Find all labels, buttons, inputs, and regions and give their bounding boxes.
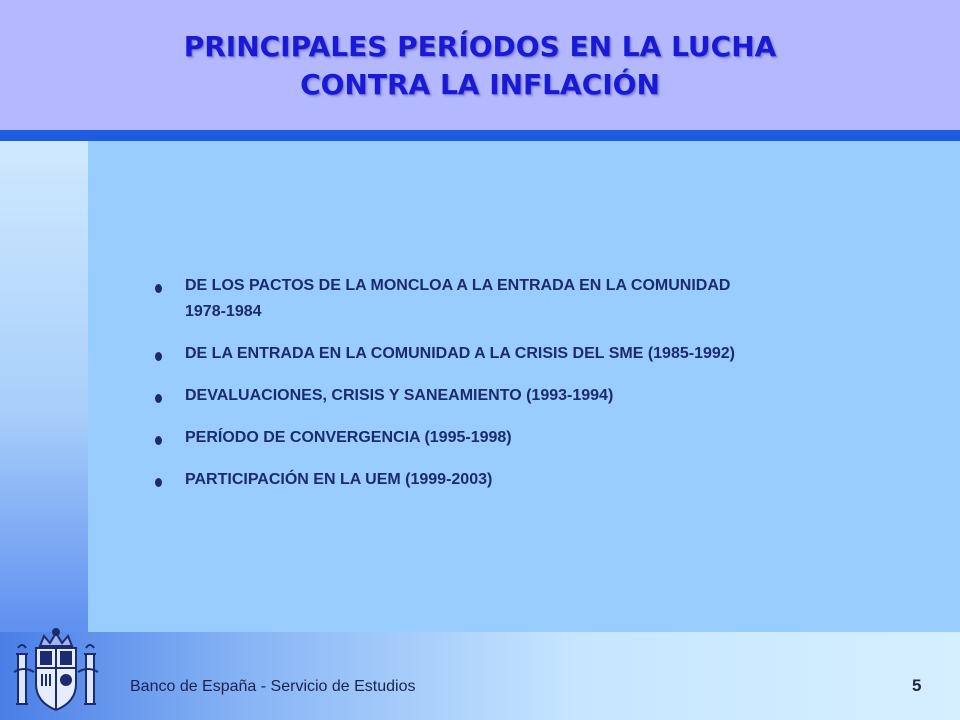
bullet-text: DE LOS PACTOS DE LA MONCLOA A LA ENTRADA EN LA COMUNIDAD bbox=[185, 277, 731, 294]
bullet-text: PARTICIPACIÓN EN LA UEM (1999-2003) bbox=[185, 471, 493, 488]
bullet-dot-icon bbox=[155, 436, 162, 445]
slide-content bbox=[88, 141, 960, 632]
bullet-text: DE LA ENTRADA EN LA COMUNIDAD A LA CRISIS DEL SME (1985-1992) bbox=[185, 345, 735, 362]
bullet-text-continuation: 1978-1984 bbox=[185, 303, 262, 320]
slide-title-line-1: PRINCIPALES PERÍODOS EN LA LUCHA bbox=[183, 30, 777, 63]
bullet-item bbox=[151, 273, 951, 325]
bullet-dot-icon bbox=[155, 284, 162, 293]
bullet-item bbox=[151, 425, 951, 451]
bullet-text: PERÍODO DE CONVERGENCIA (1995-1998) bbox=[185, 429, 512, 446]
bullet-text: DEVALUACIONES, CRISIS Y SANEAMIENTO (1993-1994) bbox=[185, 387, 614, 404]
left-decorative-strip bbox=[0, 141, 88, 632]
bullet-dot-icon bbox=[155, 352, 162, 361]
bullet-list bbox=[151, 273, 951, 509]
slide-title bbox=[0, 28, 960, 104]
slide-title-line-2: CONTRA LA INFLACIÓN bbox=[300, 68, 660, 101]
bullet-dot-icon bbox=[155, 478, 162, 487]
bullet-item bbox=[151, 383, 951, 409]
bullet-dot-icon bbox=[155, 394, 162, 403]
page-number: 5 bbox=[912, 676, 922, 695]
bullet-item bbox=[151, 467, 951, 493]
header-accent-bar bbox=[0, 130, 960, 141]
footer-institution-label: Banco de España - Servicio de Estudios bbox=[130, 678, 416, 695]
coat-of-arms-icon bbox=[12, 626, 100, 716]
bullet-item bbox=[151, 341, 951, 367]
slide-footer bbox=[0, 632, 960, 720]
